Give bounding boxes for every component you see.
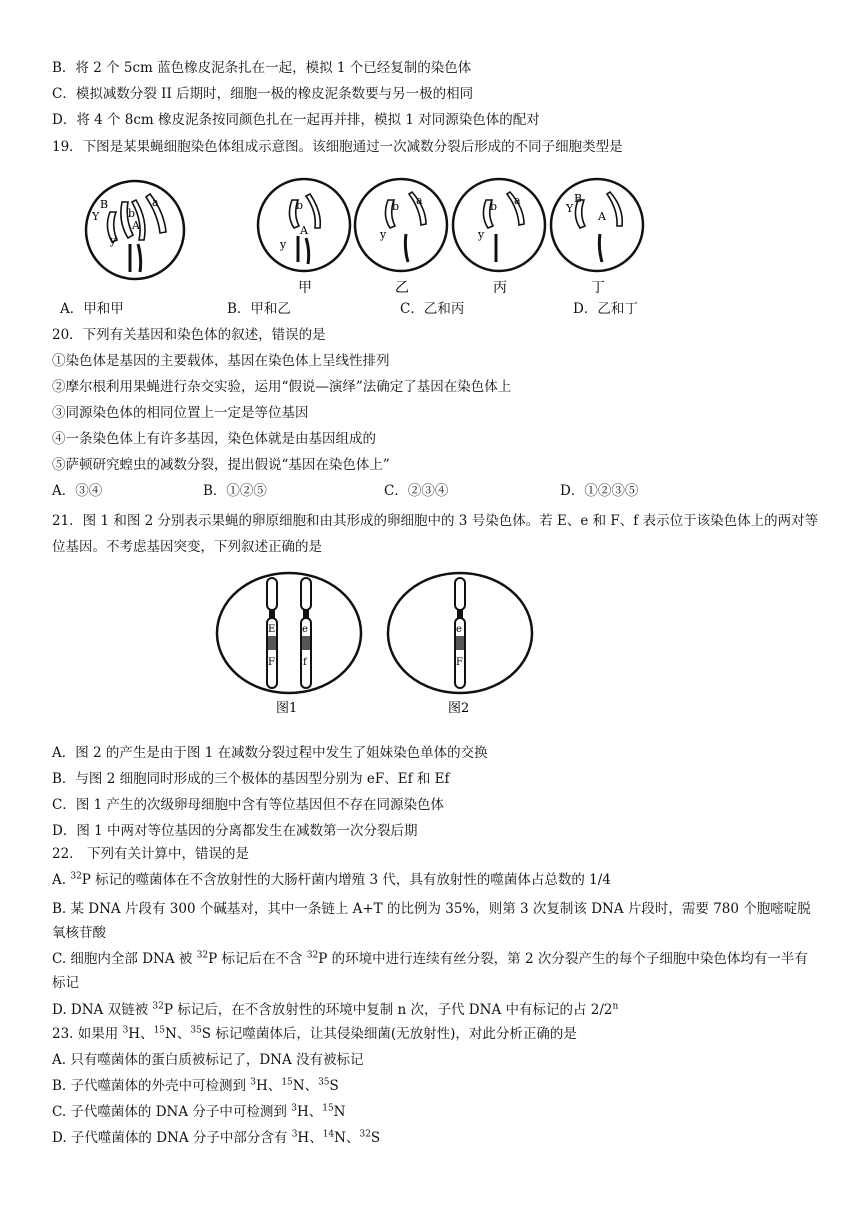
svg-text:b: b <box>392 200 400 213</box>
q21-stem: 21．图 1 和图 2 分别表示果蝇的卵原细胞和由其形成的卵细胞中的 3 号染色体。若 E、e 和 F、f 表示位于该染色体上的两对等位基因。不考虑基因突变，下列叙述正确的是 <box>52 513 819 555</box>
q23-option-d: D. 子代噬菌体的 DNA 分子中部分含有 $^3$H、$^{14}$N、$^{32}$S <box>52 1129 381 1146</box>
svg-text:A: A <box>598 210 606 223</box>
q19-option-a: A．甲和甲 <box>60 301 124 317</box>
q19-figure <box>70 172 670 297</box>
q20-item-2: ②摩尔根利用果蝇进行杂交实验，运用“假说—演绎”法确定了基因在染色体上 <box>52 379 512 395</box>
svg-text:b: b <box>128 207 136 220</box>
fig2-cell <box>388 573 532 693</box>
svg-text:e: e <box>302 624 308 635</box>
q22-option-a: A. $^{32}$P 标记的噬菌体在不含放射性的大肠杆菌内增殖 3 代，具有放射性的噬菌体占总数的 1/4 <box>52 871 611 888</box>
fig1-cell <box>217 573 361 693</box>
q20-item-5: ⑤萨顿研究蝗虫的减数分裂，提出假说“基因在染色体上” <box>52 457 390 473</box>
q20-option-c: C．②③④ <box>384 483 449 499</box>
svg-text:Y: Y <box>566 202 574 215</box>
svg-text:B: B <box>100 198 109 211</box>
label-jia: 甲 <box>298 280 312 296</box>
svg-text:a: a <box>514 194 521 207</box>
svg-text:f: f <box>303 657 307 668</box>
fig2-label: 图2 <box>448 701 470 716</box>
fig1-label: 图1 <box>276 701 298 716</box>
q22-stem: 22． 下列有关计算中，错误的是 <box>52 846 249 862</box>
svg-text:a: a <box>416 194 423 207</box>
q18-option-b: B．将 2 个 5cm 蓝色橡皮泥条扎在一起，模拟 1 个已经复制的染色体 <box>52 60 472 76</box>
q23-option-c: C. 子代噬菌体的 DNA 分子中可检测到 $^3$H、$^{15}$N <box>52 1103 346 1120</box>
q21-option-a: A．图 2 的产生是由于图 1 在减数分裂过程中发生了姐妹染色单体的交换 <box>52 745 488 761</box>
q23-option-a: A. 只有噬菌体的蛋白质被标记了，DNA 没有被标记 <box>52 1052 364 1068</box>
q20-item-3: ③同源染色体的相同位置上一定是等位基因 <box>52 405 309 421</box>
q20-option-d: D．①②③⑤ <box>560 483 639 499</box>
svg-text:E: E <box>268 624 276 635</box>
q19-option-d: D．乙和丁 <box>573 301 638 317</box>
q20-item-1: ①染色体是基因的主要载体，基因在染色体上呈线性排列 <box>52 353 390 369</box>
q20-stem: 20．下列有关基因和染色体的叙述，错误的是 <box>52 327 326 343</box>
svg-text:b: b <box>490 200 498 213</box>
q22-option-c: C. 细胞内全部 DNA 被 $^{32}$P 标记后在不含 $^{32}$P 的环境中进行连续有丝分裂，第 2 次分裂产生的每个子细胞中染色体均有一半有标记 <box>52 950 808 991</box>
q22-option-b: B. 某 DNA 片段有 300 个碱基对，其中一条链上 A+T 的比例为 35%，则第 3 次复制该 DNA 片段时，需要 780 个胞嘧啶脱氧核苷酸 <box>52 901 811 941</box>
svg-text:F: F <box>456 657 463 668</box>
q23-option-b: B. 子代噬菌体的外壳中可检测到 $^3$H、$^{15}$N、$^{35}$S <box>52 1077 339 1094</box>
q20-item-4: ④一条染色体上有许多基因，染色体就是由基因组成的 <box>52 431 376 447</box>
svg-text:y: y <box>478 228 485 241</box>
svg-text:F: F <box>268 657 275 668</box>
q21-figure <box>214 568 554 718</box>
q19-cell-bing <box>453 179 545 271</box>
label-bing: 丙 <box>493 280 507 296</box>
q21-option-b: B．与图 2 细胞同时形成的三个极体的基因型分别为 eF、Ef 和 Ef <box>52 771 450 787</box>
q20-option-a: A．③④ <box>52 483 103 499</box>
q19-stem: 19．下图是某果蝇细胞染色体组成示意图。该细胞通过一次减数分裂后形成的不同子细胞类型是 <box>52 139 623 155</box>
q19-cell-yi <box>355 179 447 271</box>
label-ding: 丁 <box>591 280 605 296</box>
svg-text:y: y <box>280 238 287 251</box>
q22-option-d: D. DNA 双链被 $^{32}$P 标记后，在不含放射性的环境中复制 n 次，子代 DNA 中有标记的占 2/2$^n$ <box>52 1001 619 1018</box>
svg-text:b: b <box>296 199 304 212</box>
q19-cell-jia <box>258 179 350 271</box>
q18-option-d: D．将 4 个 8cm 橡皮泥条按同颜色扎在一起再并排，模拟 1 对同源染色体的配对 <box>52 112 540 128</box>
svg-text:y: y <box>110 234 117 247</box>
q19-option-b: B．甲和乙 <box>227 301 291 317</box>
svg-text:A: A <box>132 219 140 232</box>
svg-text:a: a <box>152 196 159 209</box>
q18-option-c: C．模拟减数分裂 II 后期时，细胞一极的橡皮泥条数要与另一极的相同 <box>52 86 474 102</box>
svg-text:e: e <box>456 624 462 635</box>
q23-stem: 23. 如果用 $^3$H、$^{15}$N、$^{35}$S 标记噬菌体后，让其侵染细菌(无放射性)，对此分析正确的是 <box>52 1025 577 1042</box>
q21-option-c: C．图 1 产生的次级卵母细胞中含有等位基因但不存在同源染色体 <box>52 797 445 813</box>
q21-option-d: D．图 1 中两对等位基因的分离都发生在减数第一次分裂后期 <box>52 823 418 839</box>
gene-Y: Y <box>92 210 100 223</box>
svg-text:B: B <box>574 192 583 205</box>
svg-text:A: A <box>300 224 308 237</box>
label-yi: 乙 <box>395 280 409 296</box>
q19-cell-ding <box>551 179 643 271</box>
q19-option-c: C．乙和丙 <box>400 301 465 317</box>
svg-text:y: y <box>380 228 387 241</box>
q19-original-cell <box>86 181 184 279</box>
q20-option-b: B．①②⑤ <box>203 483 267 499</box>
